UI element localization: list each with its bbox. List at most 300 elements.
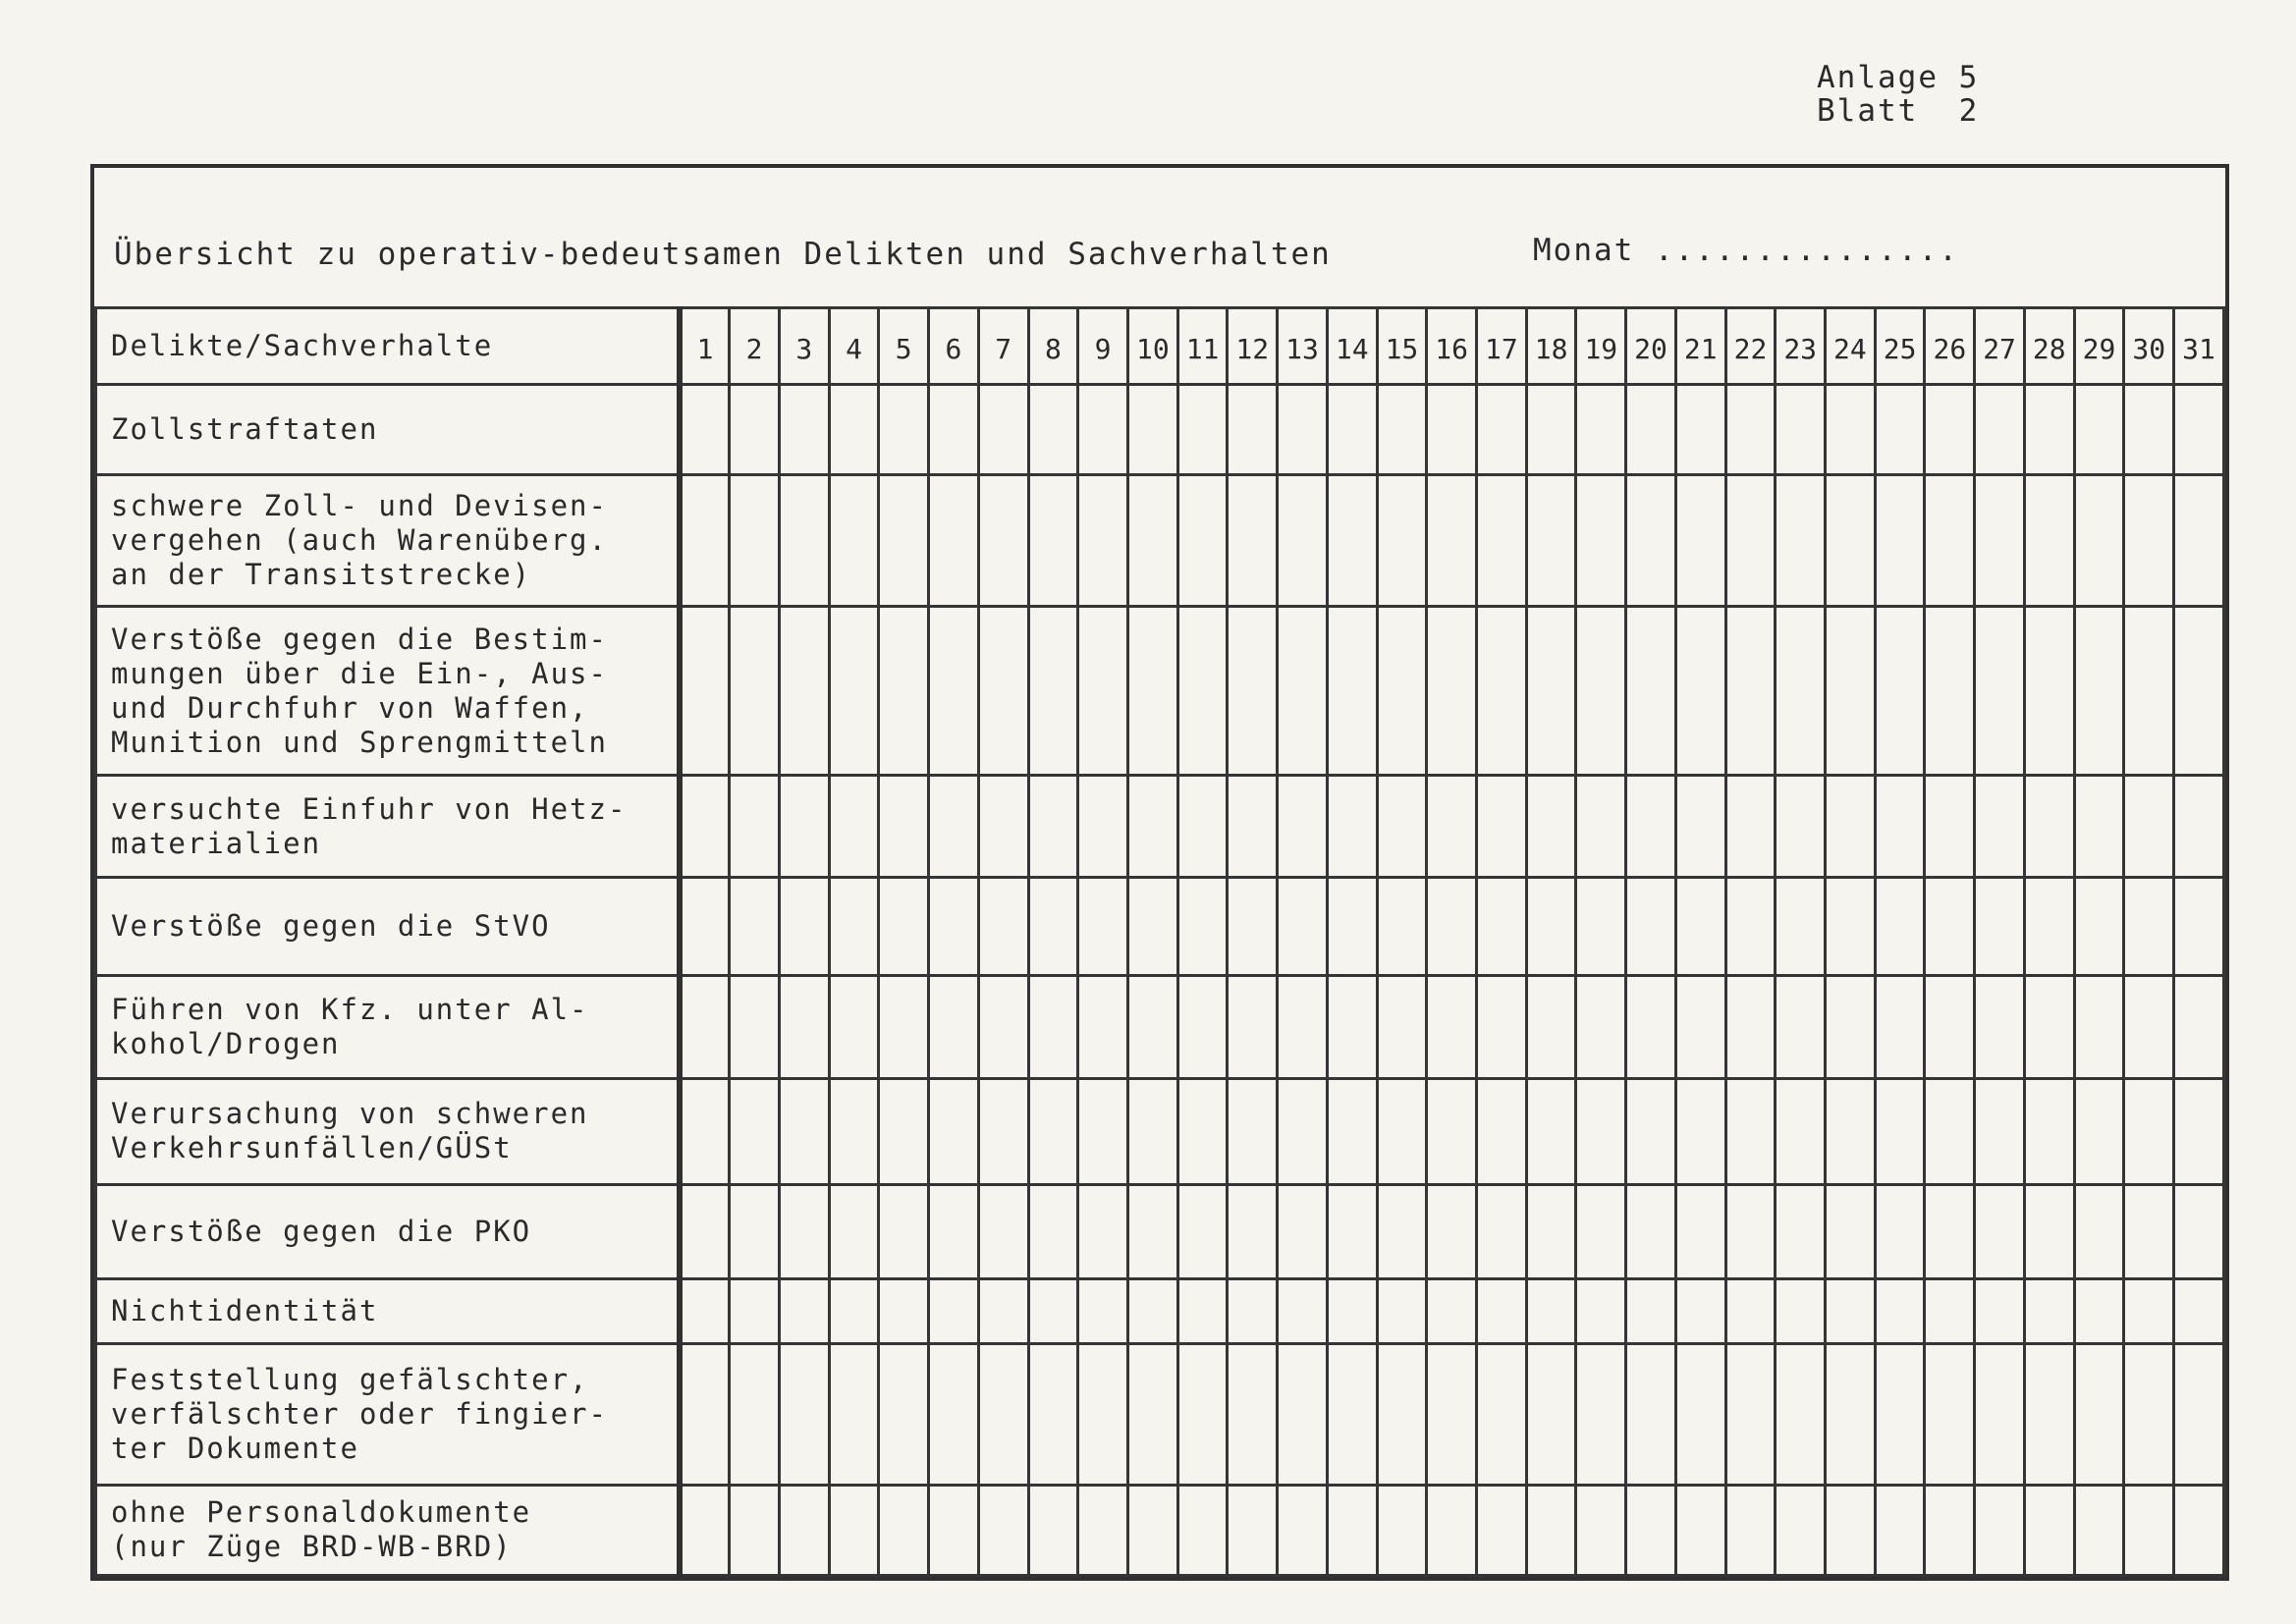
day-cell [1725,1078,1776,1184]
day-cell [978,1278,1028,1343]
day-cell [1177,607,1228,776]
day-cell [1427,475,1477,607]
day-cell [2024,878,2074,976]
day-cell [1228,1278,1278,1343]
day-cell [730,776,780,878]
day-cell [1725,1278,1776,1343]
day-cell [1576,1485,1626,1575]
day-cell [1177,1078,1228,1184]
day-cell [1826,1078,1876,1184]
day-cell [1377,385,1427,475]
day-cell [779,607,829,776]
day-cell [1576,1078,1626,1184]
day-cell [2124,976,2174,1078]
day-cell [2174,878,2224,976]
day-cell [929,776,979,878]
day-cell [1925,1343,1975,1485]
day-cell [1177,976,1228,1078]
day-cell [730,475,780,607]
day-cell [1477,1278,1527,1343]
day-header: 12 [1228,308,1278,385]
day-cell [1776,1078,1826,1184]
day-cell [929,976,979,1078]
day-cell [978,1184,1028,1278]
day-cell [1078,1184,1128,1278]
day-cell [1875,1485,1925,1575]
day-cell [1725,776,1776,878]
day-cell [1675,976,1725,1078]
day-cell [1427,385,1477,475]
day-cell [978,1485,1028,1575]
day-cell [779,385,829,475]
table-row [96,1078,2224,1184]
day-cell [730,1343,780,1485]
day-cell [730,607,780,776]
day-cell [1427,1184,1477,1278]
day-header: 27 [1975,308,2025,385]
table-row [96,385,2224,475]
day-cell [1975,976,2025,1078]
day-cell [1675,385,1725,475]
day-cell [1327,776,1377,878]
day-cell [1327,475,1377,607]
day-cell [2074,1343,2124,1485]
day-cell [1278,1343,1328,1485]
day-cell [1127,385,1177,475]
day-cell [1975,1078,2025,1184]
day-cell [1875,776,1925,878]
day-cell [1477,1184,1527,1278]
day-cell [929,1184,979,1278]
day-cell [1028,776,1078,878]
day-cell [829,1485,879,1575]
day-cell [929,1343,979,1485]
table-row [96,475,2224,607]
day-cell [879,475,929,607]
day-cell [1875,878,1925,976]
day-cell [2024,1343,2074,1485]
day-cell [1477,976,1527,1078]
form-title: Übersicht zu operativ-bedeutsamen Delikten und Sachverhalten [114,237,1332,272]
offense-label: Zollstraftaten [96,385,681,475]
day-cell [1975,1184,2025,1278]
day-cell [2074,475,2124,607]
offense-table [94,306,2225,1577]
day-cell [1576,1184,1626,1278]
day-cell [1078,776,1128,878]
day-cell [978,1343,1028,1485]
day-cell [1078,878,1128,976]
day-cell [2124,1278,2174,1343]
day-cell [1477,1078,1527,1184]
day-cell [1576,475,1626,607]
day-cell [779,976,829,1078]
day-cell [1028,976,1078,1078]
day-cell [1725,1184,1776,1278]
day-cell [2024,385,2074,475]
day-cell [1377,1343,1427,1485]
day-cell [1377,1278,1427,1343]
day-cell [929,475,979,607]
day-cell [1826,976,1876,1078]
day-cell [680,1078,730,1184]
day-cell [1327,976,1377,1078]
day-cell [2074,878,2124,976]
day-cell [1626,1278,1676,1343]
day-cell [978,976,1028,1078]
day-header: 30 [2124,308,2174,385]
day-cell [1675,475,1725,607]
day-cell [1526,976,1576,1078]
day-cell [1327,1485,1377,1575]
day-cell [1975,475,2025,607]
day-cell [1626,1485,1676,1575]
day-cell [1826,1278,1876,1343]
day-cell [1028,1278,1078,1343]
day-cell [1377,607,1427,776]
day-cell [1228,1078,1278,1184]
day-cell [680,1343,730,1485]
day-cell [1725,385,1776,475]
day-cell [1127,1278,1177,1343]
day-header: 1 [680,308,730,385]
day-header: 7 [978,308,1028,385]
day-cell [879,1184,929,1278]
day-cell [1725,475,1776,607]
day-cell [1925,475,1975,607]
day-cell [1725,1343,1776,1485]
day-cell [1975,607,2025,776]
day-cell [680,385,730,475]
offense-label: Verursachung von schweren Verkehrsunfällen/GÜSt [96,1078,681,1184]
day-cell [829,776,879,878]
day-cell [1875,475,1925,607]
day-cell [1177,1343,1228,1485]
offense-label: Führen von Kfz. unter Al- kohol/Drogen [96,976,681,1078]
day-cell [1875,1078,1925,1184]
day-cell [1626,1184,1676,1278]
day-cell [829,1184,879,1278]
day-cell [929,1485,979,1575]
day-cell [1278,607,1328,776]
day-cell [1327,1078,1377,1184]
day-cell [1875,976,1925,1078]
day-header: 2 [730,308,780,385]
day-cell [1626,1343,1676,1485]
day-cell [1427,1485,1477,1575]
offense-label: Verstöße gegen die PKO [96,1184,681,1278]
day-cell [680,776,730,878]
day-cell [1526,1078,1576,1184]
day-cell [2174,1343,2224,1485]
day-cell [1925,1184,1975,1278]
day-cell [1228,776,1278,878]
day-cell [1526,475,1576,607]
day-header: 28 [2024,308,2074,385]
day-cell [1776,878,1826,976]
overview-form [90,164,2229,1581]
day-header: 15 [1377,308,1427,385]
day-cell [1975,1343,2025,1485]
day-cell [1725,607,1776,776]
day-cell [1725,878,1776,976]
day-cell [2124,607,2174,776]
offense-label: Verstöße gegen die StVO [96,878,681,976]
day-cell [1228,1485,1278,1575]
offense-label: Verstöße gegen die Bestim- mungen über die Ein-, Aus- und Durchfuhr von Waffen, Munition und Sprengmitteln [96,607,681,776]
day-cell [1327,607,1377,776]
day-cell [1776,976,1826,1078]
day-header: 21 [1675,308,1725,385]
day-cell [879,776,929,878]
day-cell [929,607,979,776]
day-cell [1925,385,1975,475]
offense-label: Feststellung gefälschter, verfälschter oder fingier- ter Dokumente [96,1343,681,1485]
day-cell [929,1278,979,1343]
day-cell [1228,1343,1278,1485]
day-cell [680,1184,730,1278]
day-cell [1925,1485,1975,1575]
day-cell [978,1078,1028,1184]
day-cell [2124,776,2174,878]
day-cell [1776,776,1826,878]
day-cell [879,1278,929,1343]
day-cell [1675,1485,1725,1575]
day-cell [2174,1078,2224,1184]
day-cell [1278,1078,1328,1184]
day-header: 20 [1626,308,1676,385]
day-cell [1427,1278,1477,1343]
day-cell [1576,1278,1626,1343]
day-cell [2174,776,2224,878]
day-cell [1526,385,1576,475]
blatt-label: Blatt 2 [1817,93,1980,129]
day-header: 18 [1526,308,1576,385]
day-cell [730,878,780,976]
day-cell [1925,1278,1975,1343]
day-cell [2024,1278,2074,1343]
day-cell [1327,878,1377,976]
day-cell [1725,976,1776,1078]
day-cell [1975,1485,2025,1575]
day-cell [1526,607,1576,776]
day-cell [1228,475,1278,607]
day-cell [1028,1078,1078,1184]
day-cell [1078,385,1128,475]
day-cell [1776,1184,1826,1278]
day-cell [1028,607,1078,776]
day-cell [1776,607,1826,776]
day-cell [929,385,979,475]
day-cell [1228,385,1278,475]
day-cell [2124,385,2174,475]
day-cell [1028,878,1078,976]
day-cell [2024,1078,2074,1184]
day-cell [1576,1343,1626,1485]
day-cell [730,976,780,1078]
day-cell [1576,878,1626,976]
day-cell [1626,385,1676,475]
day-cell [1875,1278,1925,1343]
day-cell [680,878,730,976]
day-cell [680,475,730,607]
day-cell [2074,1485,2124,1575]
day-cell [1675,1343,1725,1485]
day-cell [1278,1184,1328,1278]
table-row [96,776,2224,878]
form-title-row [94,168,2225,310]
column-header-offenses: Delikte/Sachverhalte [96,308,681,385]
day-cell [1028,1184,1078,1278]
day-cell [829,976,879,1078]
day-cell [1477,878,1527,976]
day-cell [1975,385,2025,475]
day-cell [1427,1078,1477,1184]
day-cell [1127,475,1177,607]
day-cell [1327,1343,1377,1485]
day-cell [1427,878,1477,976]
day-cell [1626,976,1676,1078]
day-cell [978,385,1028,475]
day-cell [1826,1184,1876,1278]
day-cell [1377,1485,1427,1575]
day-cell [1278,1485,1328,1575]
day-cell [1278,385,1328,475]
day-cell [779,1078,829,1184]
day-cell [1127,878,1177,976]
day-cell [1078,1485,1128,1575]
day-cell [2174,1184,2224,1278]
day-cell [1925,607,1975,776]
day-cell [1427,1343,1477,1485]
day-cell [1776,1278,1826,1343]
day-cell [2174,385,2224,475]
day-cell [1925,1078,1975,1184]
day-cell [978,475,1028,607]
day-cell [829,385,879,475]
day-cell [1526,1343,1576,1485]
day-header: 23 [1776,308,1826,385]
day-cell [1278,1278,1328,1343]
day-cell [2124,475,2174,607]
day-header: 19 [1576,308,1626,385]
day-cell [879,385,929,475]
day-cell [1526,1278,1576,1343]
day-cell [879,1485,929,1575]
day-cell [1925,776,1975,878]
table-row [96,878,2224,976]
day-cell [929,1078,979,1184]
day-cell [779,1485,829,1575]
day-cell [1278,776,1328,878]
day-cell [680,1485,730,1575]
day-cell [1127,1184,1177,1278]
day-cell [879,1078,929,1184]
offense-label: ohne Personaldokumente (nur Züge BRD-WB-BRD) [96,1485,681,1575]
day-cell [1377,1184,1427,1278]
day-cell [2074,385,2124,475]
day-cell [1177,1485,1228,1575]
day-cell [978,878,1028,976]
day-cell [1028,1343,1078,1485]
day-cell [2124,1485,2174,1575]
day-cell [1776,1485,1826,1575]
day-cell [1776,1343,1826,1485]
day-cell [1028,385,1078,475]
day-cell [2074,607,2124,776]
day-header: 9 [1078,308,1128,385]
day-cell [1477,385,1527,475]
day-cell [1776,385,1826,475]
day-header: 22 [1725,308,1776,385]
day-cell [1477,475,1527,607]
day-cell [978,776,1028,878]
day-cell [2174,1278,2224,1343]
day-cell [1477,607,1527,776]
day-cell [1675,1184,1725,1278]
day-cell [2174,607,2224,776]
day-cell [2174,976,2224,1078]
day-cell [779,1278,829,1343]
day-cell [1228,1184,1278,1278]
day-cell [1576,607,1626,776]
day-header: 25 [1875,308,1925,385]
day-header: 16 [1427,308,1477,385]
day-cell [1875,385,1925,475]
day-cell [1925,976,1975,1078]
day-cell [1327,1184,1377,1278]
day-cell [680,607,730,776]
day-header: 31 [2174,308,2224,385]
day-cell [879,878,929,976]
day-cell [1975,776,2025,878]
day-cell [680,1278,730,1343]
day-cell [1078,475,1128,607]
day-cell [1278,976,1328,1078]
table-row [96,976,2224,1078]
day-header: 29 [2074,308,2124,385]
day-header: 5 [879,308,929,385]
day-cell [779,1343,829,1485]
day-cell [779,878,829,976]
day-cell [1127,1343,1177,1485]
day-cell [1127,607,1177,776]
month-field: Monat ............... [1533,233,1959,268]
day-cell [779,475,829,607]
day-cell [2074,1278,2124,1343]
day-cell [829,607,879,776]
day-cell [730,1184,780,1278]
day-cell [1776,475,1826,607]
day-cell [829,878,879,976]
day-cell [2074,976,2124,1078]
day-cell [1078,1343,1128,1485]
day-cell [1278,878,1328,976]
day-cell [829,1078,879,1184]
day-cell [1177,475,1228,607]
day-cell [2024,1184,2074,1278]
day-header: 26 [1925,308,1975,385]
day-cell [1127,776,1177,878]
table-row [96,1485,2224,1575]
day-cell [1427,776,1477,878]
day-cell [1725,1485,1776,1575]
table-row [96,1343,2224,1485]
table-body [96,385,2224,1576]
day-cell [730,1485,780,1575]
day-cell [2024,1485,2074,1575]
day-cell [1177,878,1228,976]
